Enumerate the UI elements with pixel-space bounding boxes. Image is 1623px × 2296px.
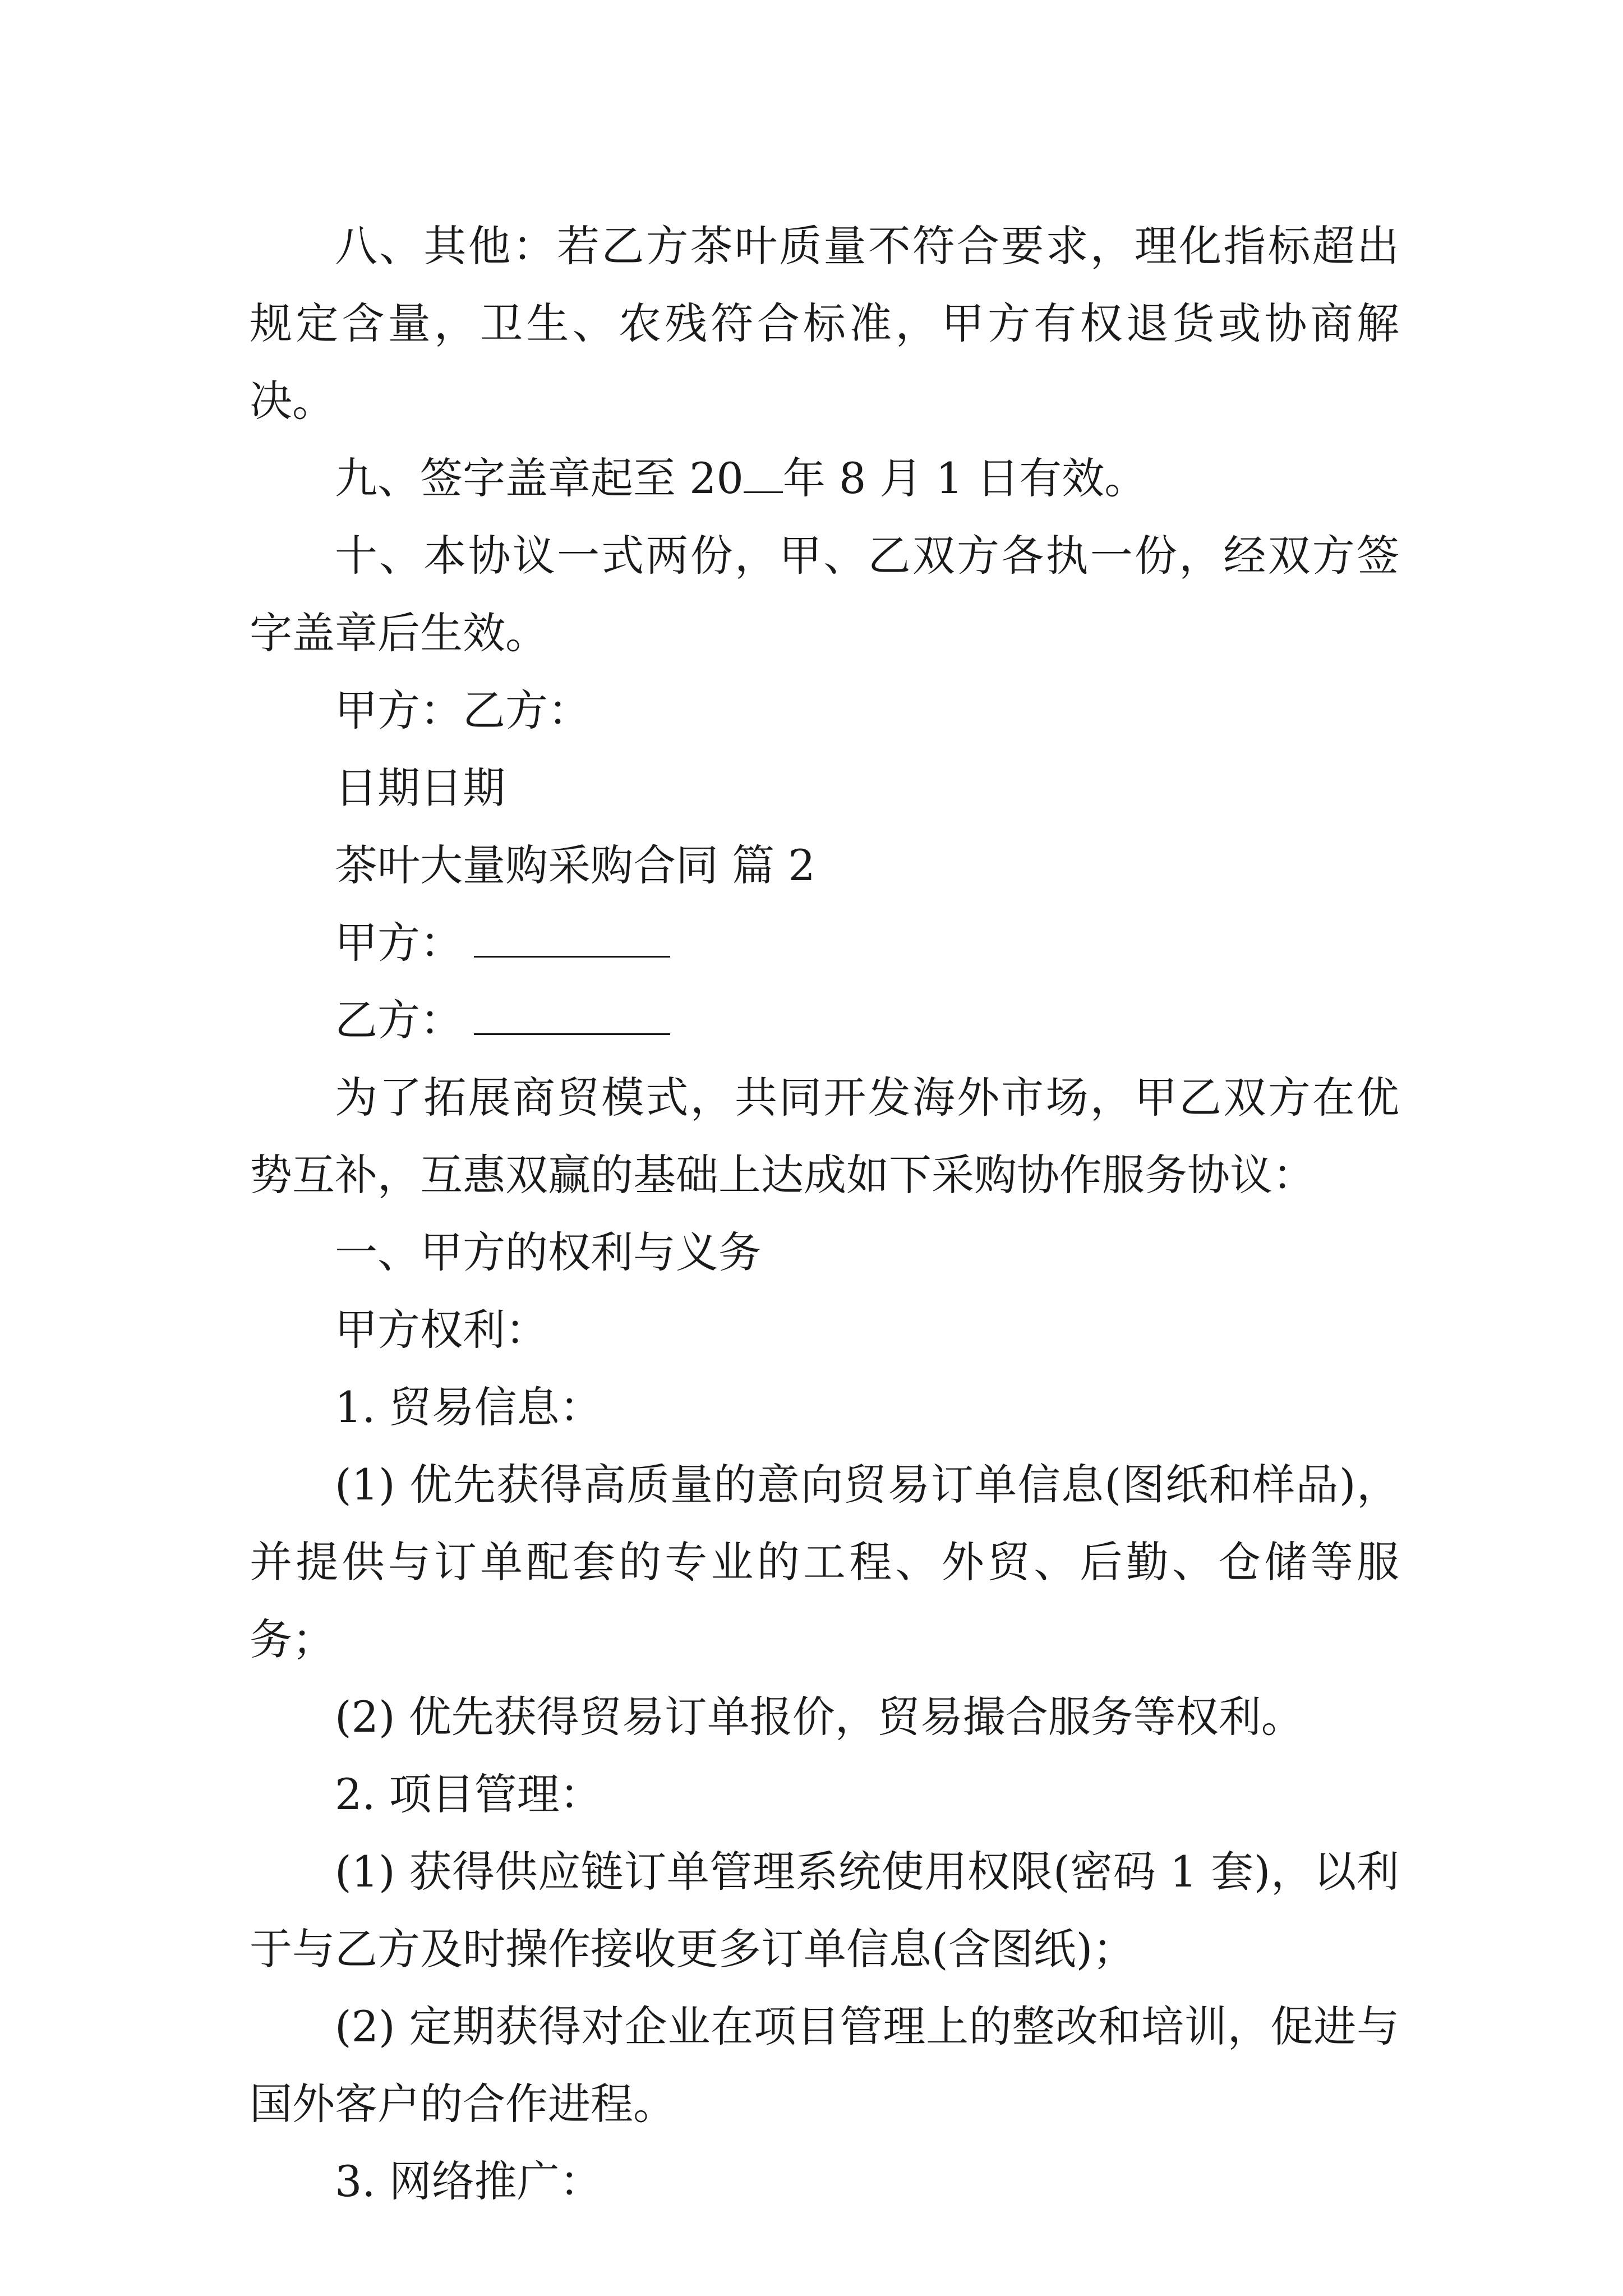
signature-dates: 日期日期 [335,763,505,813]
party-b-label: 乙方： [335,995,463,1045]
document-body [250,208,1399,2220]
item-1-1: (1) 优先获得高质量的意向贸易订单信息(图纸和样品)，并提供与订单配套的专业的工程、外贸、后勤、仓储等服务； [250,1460,1399,1664]
party-a-blank-line [474,917,670,958]
year-blank-line [744,458,783,493]
signature-parties: 甲方：乙方： [335,685,591,735]
contract-title-part-2: 茶叶大量购采购合同 篇 2 [335,840,815,890]
clause-9-text-start: 九、签字盖章起至 20 [335,453,744,503]
party-a-line [250,904,1399,982]
item-1-trade-info: 1. 贸易信息： [335,1382,602,1432]
clause-10-copies: 十、本协议一式两份，甲、乙双方各执一份，经双方签字盖章后生效。 [250,531,1399,658]
party-b-line [250,982,1399,1059]
item-3-network-promotion: 3. 网络推广： [335,2156,602,2206]
clause-8-other: 八、其他：若乙方茶叶质量不符合要求，理化指标超出规定含量，卫生、农残符合标准，甲方有权退货或协商解决。 [250,221,1399,426]
clause-9-text-end: 年 8 月 1 日有效。 [782,453,1147,503]
party-b-blank-line [474,994,670,1035]
party-a-rights-heading: 甲方权利： [335,1305,548,1355]
item-2-project-management: 2. 项目管理： [335,1769,602,1819]
item-2-2: (2) 定期获得对企业在项目管理上的整改和培训，促进与国外客户的合作进程。 [250,2001,1399,2129]
section-1-heading: 一、甲方的权利与义务 [335,1227,761,1277]
clause-9-effective-date [250,440,1399,517]
agreement-preamble: 为了拓展商贸模式，共同开发海外市场，甲乙双方在优势互补，互惠双赢的基础上达成如下采购协作服务协议： [250,1073,1399,1200]
party-a-label: 甲方： [335,918,463,968]
item-2-1: (1) 获得供应链订单管理系统使用权限(密码 1 套)，以利于与乙方及时操作接收更多订单信息(含图纸)； [250,1847,1399,1974]
item-1-2: (2) 优先获得贸易订单报价，贸易撮合服务等权利。 [335,1692,1304,1742]
